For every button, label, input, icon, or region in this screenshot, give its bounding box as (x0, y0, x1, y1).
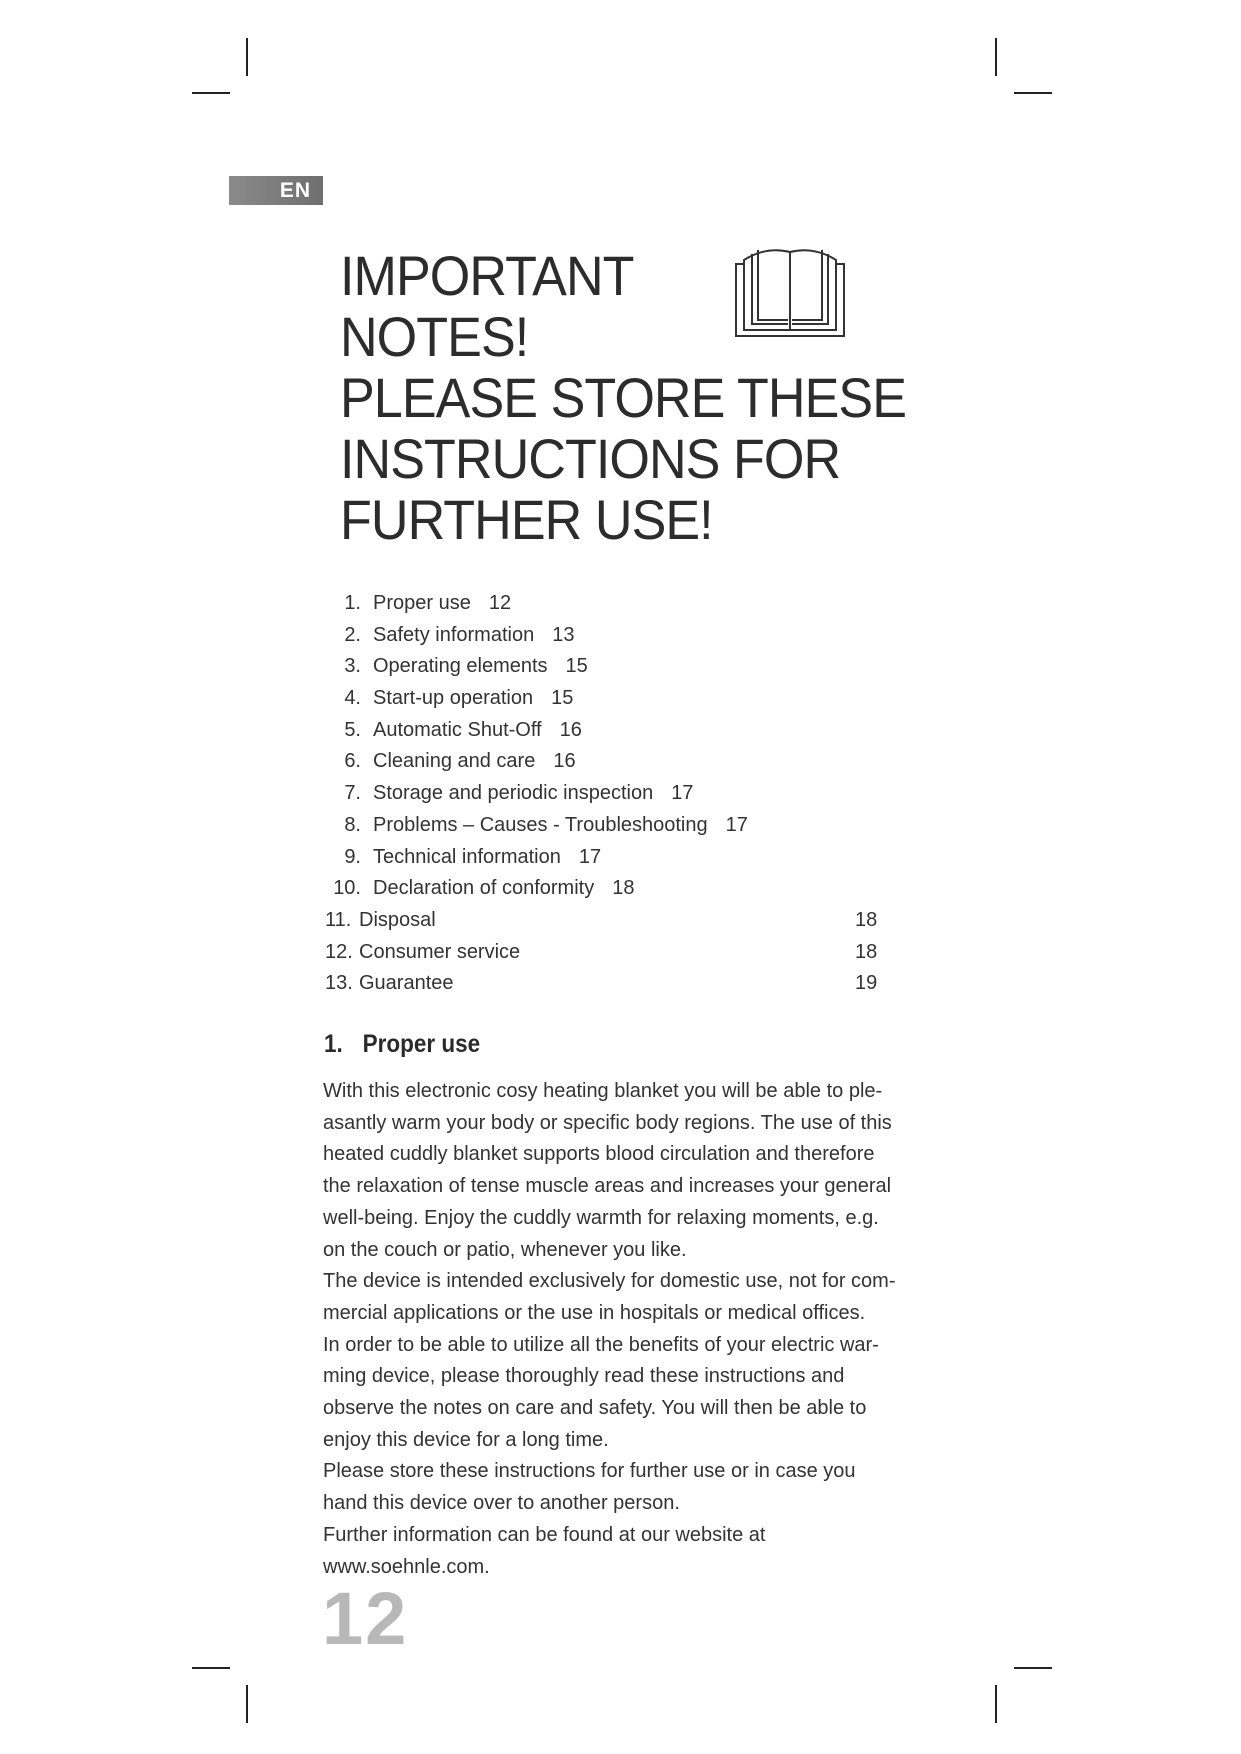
crop-mark (192, 92, 230, 94)
body-line: ming device, please thoroughly read these instructions and (323, 1365, 845, 1388)
toc-item (325, 651, 885, 683)
toc-item (325, 937, 885, 969)
toc-number: 7. (344, 782, 361, 805)
toc-number: 6. (344, 750, 361, 773)
body-line: In order to be able to utilize all the benefits of your electric war- (323, 1333, 879, 1356)
toc-page: 13 (552, 623, 575, 646)
crop-mark (1014, 1667, 1052, 1669)
crop-mark (246, 38, 248, 76)
toc-page: 16 (559, 718, 582, 741)
toc-number: 4. (344, 687, 361, 710)
toc-number: 5. (344, 718, 361, 741)
toc-title: Start-up operation (373, 687, 534, 710)
toc-number: 3. (344, 655, 361, 678)
section-heading (324, 1030, 480, 1059)
body-line: observe the notes on care and safety. You will then be able to (323, 1397, 867, 1420)
language-tab: EN (229, 176, 323, 205)
toc-item (325, 905, 885, 937)
headline-line: IMPORTANT (340, 244, 634, 307)
crop-mark (192, 1667, 230, 1669)
toc-title: Problems – Causes - Troubleshooting (373, 813, 708, 836)
toc-title: Automatic Shut-Off (373, 718, 542, 741)
body-line: www.soehnle.com. (323, 1555, 490, 1578)
body-line: With this electronic cosy heating blanket you will be able to ple- (323, 1080, 883, 1102)
toc-page: 12 (488, 592, 512, 614)
toc-item (325, 873, 885, 905)
toc-item (325, 588, 885, 620)
toc-title: Guarantee (359, 972, 454, 995)
open-book-icon (734, 244, 846, 338)
toc-page: 18 (612, 877, 635, 900)
section-title: Proper use (362, 1030, 481, 1058)
body-line: Please store these instructions for further use or in case you (323, 1460, 856, 1483)
toc-page: 15 (565, 655, 588, 678)
crop-mark (1014, 92, 1052, 94)
body-line: Further information can be found at our website at (323, 1523, 766, 1546)
body-line: the relaxation of tense muscle areas and increases your general (323, 1175, 892, 1198)
toc-item (325, 968, 885, 1000)
body-line: hand this device over to another person. (323, 1492, 680, 1515)
toc-title: Operating elements (373, 655, 548, 678)
toc-item (325, 810, 885, 842)
toc-page: 17 (578, 845, 602, 868)
toc-page: 16 (553, 750, 576, 773)
toc-page: 18 (855, 940, 878, 963)
toc-number: 10. (333, 877, 361, 900)
toc-title: Consumer service (359, 940, 521, 963)
toc-number: 1. (344, 592, 361, 614)
toc-title: Declaration of conformity (373, 877, 595, 900)
toc-number: 12. (325, 940, 353, 963)
toc-page: 19 (855, 972, 878, 995)
crop-mark (995, 1685, 997, 1723)
section-number: 1. (324, 1030, 343, 1058)
toc-page: 18 (855, 908, 878, 931)
page-number: 12 (322, 1577, 409, 1660)
body-line: The device is intended exclusively for domestic use, not for com- (323, 1270, 896, 1293)
body-line: mercial applications or the use in hospitals or medical offices. (323, 1301, 866, 1324)
toc-item (325, 683, 885, 715)
toc-number: 8. (344, 813, 361, 836)
toc-number: 13. (325, 972, 353, 995)
toc-number: 11. (325, 908, 352, 931)
body-line: on the couch or patio, whenever you like. (323, 1238, 687, 1261)
section-body (323, 1076, 923, 1583)
body-line: enjoy this device for a long time. (323, 1428, 609, 1451)
toc-title: Cleaning and care (373, 750, 536, 773)
headline-line: FURTHER USE! (340, 488, 713, 551)
headline-line: INSTRUCTIONS FOR (340, 427, 841, 490)
body-line: asantly warm your body or specific body regions. The use of this (323, 1111, 892, 1134)
toc-page: 17 (671, 782, 694, 805)
toc-item (325, 778, 885, 810)
toc-number: 9. (344, 845, 361, 868)
body-line: heated cuddly blanket supports blood circulation and therefore (323, 1143, 875, 1166)
toc-page: 17 (725, 813, 748, 836)
toc-title: Proper use (373, 592, 471, 614)
body-line: well-being. Enjoy the cuddly warmth for relaxing moments, e.g. (323, 1206, 879, 1229)
toc-number: 2. (344, 623, 361, 646)
toc-page: 15 (551, 687, 574, 710)
toc-item (325, 746, 885, 778)
toc-item (325, 715, 885, 747)
toc-title: Technical information (373, 845, 561, 868)
headline-line: PLEASE STORE THESE (340, 366, 907, 429)
toc-item (325, 842, 885, 874)
toc-item (325, 620, 885, 652)
headline-line: NOTES! (340, 305, 529, 368)
toc-title: Storage and periodic inspection (373, 782, 654, 805)
toc-title: Disposal (359, 908, 436, 931)
crop-mark (995, 38, 997, 76)
crop-mark (246, 1685, 248, 1723)
toc-title: Safety information (373, 623, 535, 646)
table-of-contents (325, 588, 885, 1000)
